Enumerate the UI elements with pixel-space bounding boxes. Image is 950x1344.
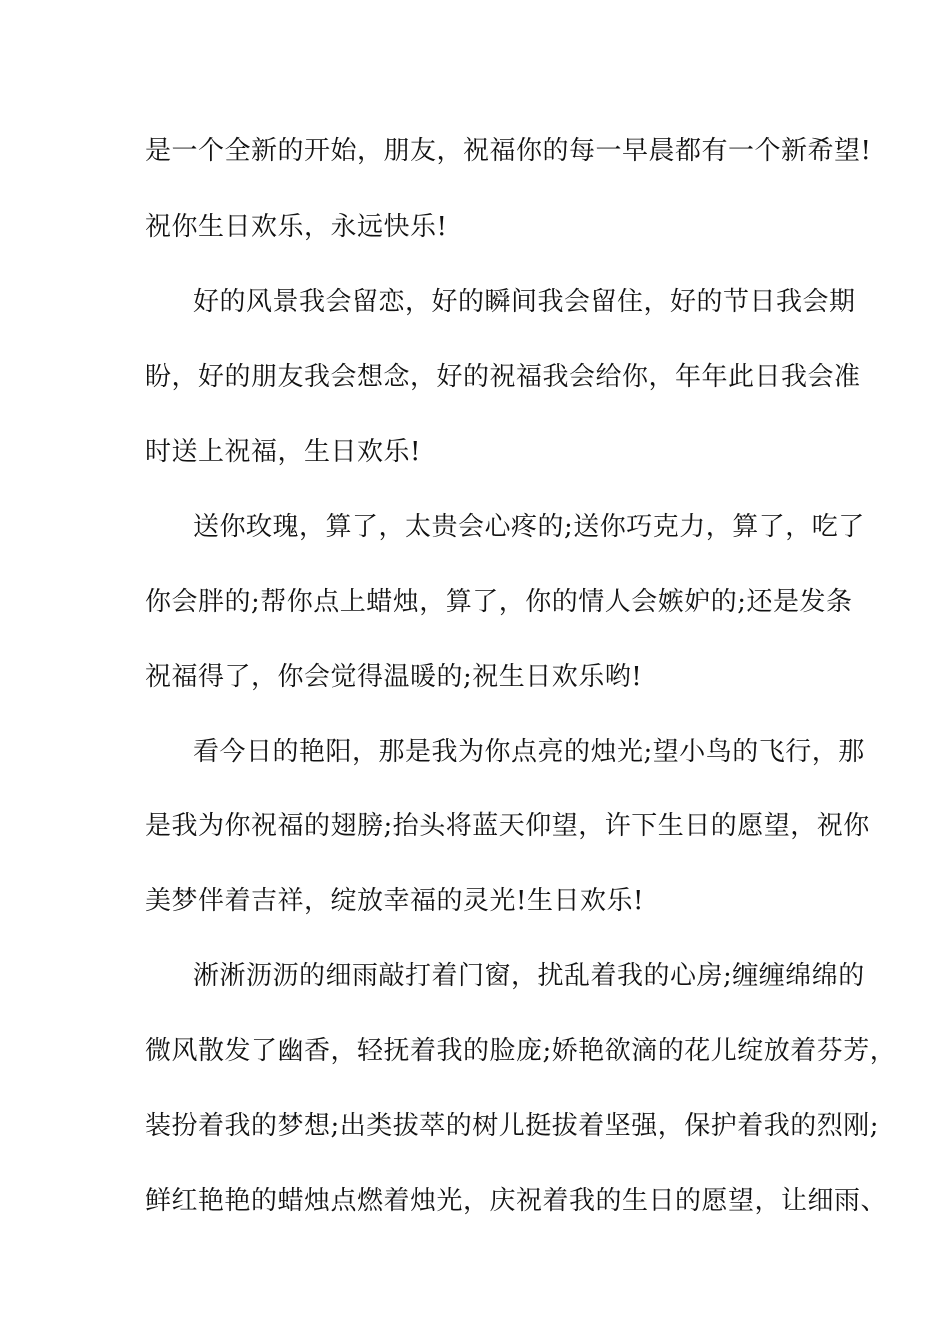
- paragraph-first-line: 淅淅沥沥的细雨敲打着门窗，扰乱着我的心房;缠缠绵绵的: [193, 961, 865, 991]
- paragraph-first-line: 看今日的艳阳，那是我为你点亮的烛光;望小鸟的飞行，那: [193, 737, 865, 767]
- text-line: 时送上祝福，生日欢乐!: [145, 437, 421, 467]
- text-line: 祝你生日欢乐，永远快乐!: [145, 212, 448, 242]
- text-line: 鲜红艳艳的蜡烛点燃着烛光，庆祝着我的生日的愿望，让细雨、: [145, 1186, 888, 1216]
- text-line: 是一个全新的开始，朋友，祝福你的每一早晨都有一个新希望!: [145, 136, 872, 166]
- paragraph-first-line: 好的风景我会留恋，好的瞬间我会留住，好的节日我会期: [193, 287, 856, 317]
- text-line: 装扮着我的梦想;出类拔萃的树儿挺拔着坚强，保护着我的烈刚;: [145, 1111, 880, 1141]
- text-line: 盼，好的朋友我会想念，好的祝福我会给你，年年此日我会准: [145, 362, 861, 392]
- text-line: 是我为你祝福的翅膀;抬头将蓝天仰望，许下生日的愿望，祝你: [145, 811, 870, 841]
- paragraph-first-line: 送你玫瑰，算了，太贵会心疼的;送你巧克力，算了，吃了: [193, 512, 865, 542]
- text-line: 美梦伴着吉祥，绽放幸福的灵光!生日欢乐!: [145, 886, 644, 916]
- text-line: 你会胖的;帮你点上蜡烛，算了，你的情人会嫉妒的;还是发条: [145, 587, 853, 617]
- text-line: 祝福得了，你会觉得温暖的;祝生日欢乐哟!: [145, 662, 643, 692]
- text-line: 微风散发了幽香，轻抚着我的脸庞;娇艳欲滴的花儿绽放着芬芳，: [145, 1036, 897, 1066]
